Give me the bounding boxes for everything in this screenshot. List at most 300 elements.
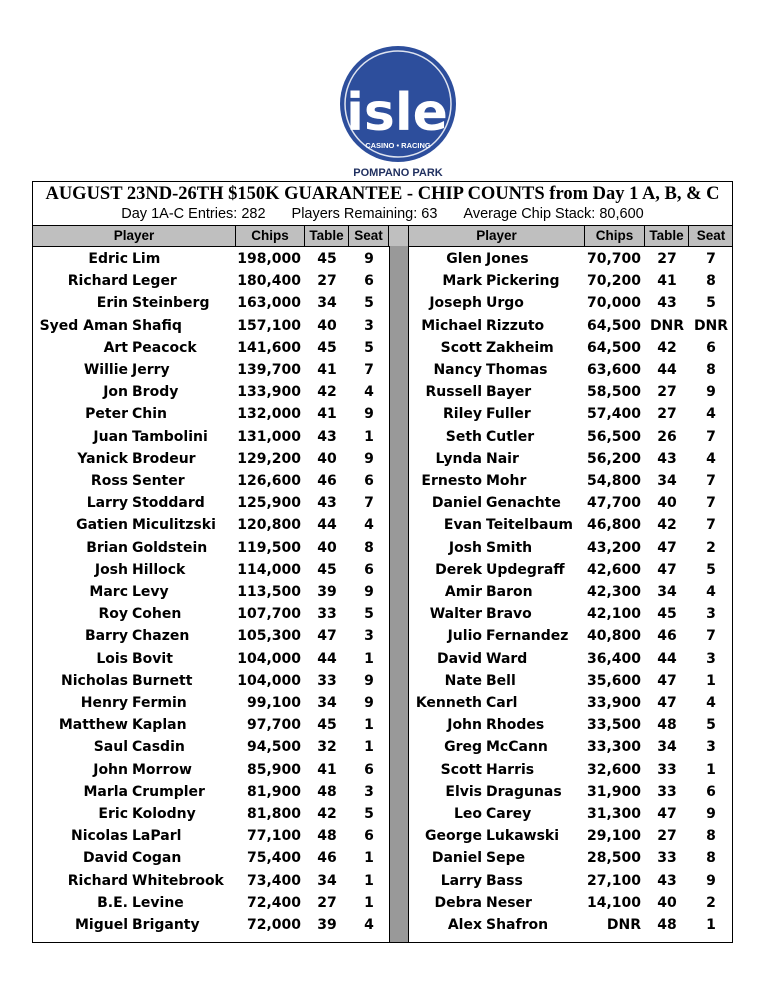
seat-number: 2 xyxy=(706,894,716,911)
seat-number: 3 xyxy=(364,628,374,645)
table-number: 27 xyxy=(317,273,337,290)
player-first-name: Matthew xyxy=(58,717,128,734)
chip-count: 64,500 xyxy=(586,339,641,356)
chip-count: 40,800 xyxy=(586,628,641,645)
table-number: 45 xyxy=(317,339,337,356)
entries-count: Day 1A-C Entries: 282 xyxy=(121,206,266,222)
chip-count: 180,400 xyxy=(237,273,301,290)
table-number: 48 xyxy=(657,917,677,933)
player-first-name: Lynda xyxy=(435,450,482,467)
table-number: 46 xyxy=(317,850,337,867)
player-last-name: Baron xyxy=(486,584,533,600)
table-number: 40 xyxy=(317,317,337,334)
seat-number: 4 xyxy=(706,450,716,467)
player-first-name: Miguel xyxy=(74,917,128,933)
player-first-name: Daniel xyxy=(431,850,482,867)
seat-number: 5 xyxy=(364,339,374,356)
seat-number: 6 xyxy=(364,273,374,290)
left-player-header: Player xyxy=(33,226,236,246)
player-last-name: Levine xyxy=(132,894,184,911)
player-first-name: Walter xyxy=(429,606,482,623)
table-number: 48 xyxy=(317,828,337,845)
seat-number: 9 xyxy=(364,584,374,600)
logo-location: POMPANO PARK xyxy=(353,167,443,179)
chip-count: 72,000 xyxy=(246,917,301,933)
seat-number: 9 xyxy=(706,384,716,401)
chip-count: 129,200 xyxy=(237,450,301,467)
chip-count: 56,200 xyxy=(586,450,641,467)
table-number: 47 xyxy=(657,672,677,689)
table-row xyxy=(33,759,732,781)
player-first-name: Evan xyxy=(443,517,482,534)
chip-count: 28,500 xyxy=(586,850,641,867)
right-chips-header: Chips xyxy=(585,226,645,246)
chip-count: 104,000 xyxy=(237,672,301,689)
chip-count: 198,000 xyxy=(237,251,301,267)
chip-count: 58,500 xyxy=(586,384,641,401)
player-first-name: Richard xyxy=(67,872,128,889)
player-last-name: Goldstein xyxy=(132,539,208,556)
table-number: 41 xyxy=(657,273,677,290)
table-row xyxy=(33,492,732,514)
seat-number: 1 xyxy=(364,850,374,867)
table-row xyxy=(33,892,732,914)
player-last-name: Kaplan xyxy=(132,717,187,734)
table-number: 47 xyxy=(317,628,337,645)
table-row xyxy=(33,847,732,869)
chip-count: 125,900 xyxy=(237,495,301,512)
seat-number: 9 xyxy=(364,695,374,711)
table-number: 46 xyxy=(317,473,337,489)
seat-number: 1 xyxy=(364,739,374,756)
player-first-name: Peter xyxy=(85,406,128,423)
seat-number: 9 xyxy=(364,406,374,423)
seat-number: 3 xyxy=(706,650,716,667)
player-first-name: Elvis xyxy=(445,783,482,800)
seat-number: 6 xyxy=(706,339,716,356)
table-number: 47 xyxy=(657,695,677,711)
table-row xyxy=(33,381,732,403)
player-first-name: Lois xyxy=(96,650,128,667)
seat-number: 1 xyxy=(706,672,716,689)
player-last-name: Leger xyxy=(132,273,177,290)
seat-number: 5 xyxy=(364,806,374,822)
chip-count: 139,700 xyxy=(237,362,301,378)
table-number: 41 xyxy=(317,761,337,778)
left-table-header: Table xyxy=(305,226,349,246)
player-last-name: Whitebrook xyxy=(132,872,224,889)
table-number: 39 xyxy=(317,584,337,600)
player-last-name: Bayer xyxy=(486,384,532,401)
seat-number: 1 xyxy=(364,717,374,734)
right-player-header: Player xyxy=(409,226,585,246)
table-row xyxy=(33,514,732,536)
table-number: 43 xyxy=(317,428,337,445)
chip-count: 133,900 xyxy=(237,384,301,401)
seat-number: 3 xyxy=(706,739,716,756)
seat-number: 1 xyxy=(364,650,374,667)
player-first-name: Debra xyxy=(434,894,482,911)
player-last-name: Morrow xyxy=(132,761,192,778)
table-row xyxy=(33,337,732,359)
player-last-name: Bass xyxy=(486,872,523,889)
player-last-name: Thomas xyxy=(486,362,548,378)
table-row xyxy=(33,559,732,581)
right-table-header: Table xyxy=(645,226,689,246)
seat-number: 7 xyxy=(706,517,716,534)
chip-count: 119,500 xyxy=(237,539,301,556)
player-last-name: Fuller xyxy=(486,406,531,423)
table-number: 43 xyxy=(657,295,677,312)
table-number: 34 xyxy=(657,473,677,489)
table-number: 27 xyxy=(657,384,677,401)
seat-number: 6 xyxy=(364,473,374,489)
tournament-stats xyxy=(33,204,732,224)
seat-number: 9 xyxy=(364,251,374,267)
player-last-name: Kolodny xyxy=(132,806,196,822)
table-number: 44 xyxy=(317,517,337,534)
average-chip-stack: Average Chip Stack: 80,600 xyxy=(463,206,644,222)
chip-count: 43,200 xyxy=(586,539,641,556)
table-row xyxy=(33,736,732,758)
chip-count: 73,400 xyxy=(246,872,301,889)
players-remaining: Players Remaining: 63 xyxy=(291,206,438,222)
table-number: 42 xyxy=(317,806,337,822)
table-number: 45 xyxy=(317,251,337,267)
player-last-name: Brody xyxy=(132,384,179,401)
chip-count: 72,400 xyxy=(246,894,301,911)
player-last-name: Chin xyxy=(132,406,168,423)
seat-number: 3 xyxy=(706,606,716,623)
table-number: 41 xyxy=(317,406,337,423)
table-row xyxy=(33,648,732,670)
player-last-name: Jones xyxy=(486,251,529,267)
chip-count: 141,600 xyxy=(237,339,301,356)
table-row xyxy=(33,781,732,803)
player-first-name: Ross xyxy=(90,473,128,489)
chip-count: 46,800 xyxy=(586,517,641,534)
table-number: 40 xyxy=(657,894,677,911)
player-last-name: Fernandez xyxy=(486,628,569,645)
table-number: 32 xyxy=(317,739,337,756)
chip-count: 42,300 xyxy=(586,584,641,600)
player-first-name: Syed Aman xyxy=(39,317,128,334)
chip-count: 54,800 xyxy=(586,473,641,489)
player-first-name: George xyxy=(424,828,482,845)
chip-count: 29,100 xyxy=(586,828,641,845)
player-first-name: Saul xyxy=(93,739,128,756)
chip-count: 75,400 xyxy=(246,850,301,867)
table-number: 33 xyxy=(657,761,677,778)
seat-number: 5 xyxy=(706,717,716,734)
seat-number: 6 xyxy=(364,828,374,845)
table-row xyxy=(33,315,732,337)
seat-number: 1 xyxy=(364,894,374,911)
chip-count: 81,800 xyxy=(246,806,301,822)
player-last-name: Smith xyxy=(486,539,533,556)
player-last-name: Dragunas xyxy=(486,783,562,800)
player-first-name: David xyxy=(82,850,128,867)
seat-number: 7 xyxy=(706,428,716,445)
player-first-name: Joseph xyxy=(429,295,482,312)
player-first-name: Alex xyxy=(447,917,482,933)
table-number: 33 xyxy=(317,606,337,623)
player-first-name: Glen xyxy=(446,251,482,267)
player-last-name: Stoddard xyxy=(132,495,205,512)
chip-count: 99,100 xyxy=(246,695,301,711)
player-first-name: Scott xyxy=(440,761,482,778)
chip-count: 97,700 xyxy=(246,717,301,734)
seat-number: 5 xyxy=(706,295,716,312)
table-row xyxy=(33,292,732,314)
chip-count: 42,100 xyxy=(586,606,641,623)
table-number: 27 xyxy=(657,251,677,267)
chip-count: 70,700 xyxy=(586,251,641,267)
player-last-name: Rizzuto xyxy=(486,317,545,334)
table-row xyxy=(33,403,732,425)
seat-number: 7 xyxy=(706,495,716,512)
player-first-name: Yanick xyxy=(77,450,128,467)
player-first-name: Gatien xyxy=(76,517,128,534)
table-row xyxy=(33,625,732,647)
seat-number: 8 xyxy=(364,539,374,556)
table-row xyxy=(33,692,732,714)
table-number: 39 xyxy=(317,917,337,933)
table-number: 43 xyxy=(657,872,677,889)
player-first-name: Marc xyxy=(89,584,128,600)
seat-number: 4 xyxy=(706,695,716,711)
seat-number: 4 xyxy=(706,584,716,600)
player-last-name: Urgo xyxy=(486,295,524,312)
player-first-name: Seth xyxy=(445,428,482,445)
chip-count: DNR xyxy=(606,917,641,933)
player-first-name: Roy xyxy=(98,606,128,623)
seat-number: 7 xyxy=(364,495,374,512)
player-last-name: Teitelbaum xyxy=(486,517,573,534)
seat-number: 1 xyxy=(364,872,374,889)
player-first-name: David xyxy=(436,650,482,667)
table-number: 26 xyxy=(657,428,677,445)
table-number: 45 xyxy=(657,606,677,623)
player-last-name: Casdin xyxy=(132,739,185,756)
table-number: 45 xyxy=(317,561,337,578)
seat-number: 5 xyxy=(364,606,374,623)
logo-brand-text: isle xyxy=(346,83,448,143)
chip-count: 31,900 xyxy=(586,783,641,800)
chip-count: 27,100 xyxy=(586,872,641,889)
chip-count: 63,600 xyxy=(586,362,641,378)
seat-number: 4 xyxy=(364,517,374,534)
chip-count: 35,600 xyxy=(586,672,641,689)
player-last-name: Nair xyxy=(486,450,519,467)
seat-number: 9 xyxy=(706,806,716,822)
player-last-name: Pickering xyxy=(486,273,560,290)
seat-number: 9 xyxy=(364,672,374,689)
player-last-name: Cogan xyxy=(132,850,182,867)
player-first-name: Richard xyxy=(67,273,128,290)
table-row xyxy=(33,825,732,847)
chip-count: 157,100 xyxy=(237,317,301,334)
chip-count: 56,500 xyxy=(586,428,641,445)
chip-count: 77,100 xyxy=(246,828,301,845)
player-first-name: Larry xyxy=(440,872,482,889)
seat-number: 8 xyxy=(706,828,716,845)
seat-number: 7 xyxy=(364,362,374,378)
table-number: DNR xyxy=(649,317,685,334)
chip-count: 70,200 xyxy=(586,273,641,290)
chip-count: 33,500 xyxy=(586,717,641,734)
player-last-name: Lim xyxy=(132,251,161,267)
table-number: 48 xyxy=(317,783,337,800)
player-last-name: Genachte xyxy=(486,495,561,512)
player-last-name: McCann xyxy=(486,739,548,756)
seat-number: 8 xyxy=(706,362,716,378)
table-number: 42 xyxy=(317,384,337,401)
table-row xyxy=(33,803,732,825)
seat-number: 2 xyxy=(706,539,716,556)
player-first-name: Kenneth xyxy=(415,695,482,711)
seat-number: 6 xyxy=(706,783,716,800)
player-last-name: Harris xyxy=(486,761,535,778)
player-first-name: Josh xyxy=(448,539,482,556)
table-row xyxy=(33,581,732,603)
seat-number: 5 xyxy=(364,295,374,312)
table-row xyxy=(33,870,732,892)
player-last-name: Mohr xyxy=(486,473,527,489)
table-row xyxy=(33,714,732,736)
player-last-name: Steinberg xyxy=(132,295,210,312)
isle-casino-logo xyxy=(333,44,463,180)
table-number: 45 xyxy=(317,717,337,734)
player-first-name: Greg xyxy=(444,739,482,756)
chip-count: 33,300 xyxy=(586,739,641,756)
seat-number: 4 xyxy=(706,406,716,423)
player-first-name: Erin xyxy=(96,295,128,312)
chip-count: 31,300 xyxy=(586,806,641,822)
table-row xyxy=(33,359,732,381)
player-first-name: Michael xyxy=(421,317,482,334)
chip-count: 113,500 xyxy=(237,584,301,600)
table-number: 48 xyxy=(657,717,677,734)
player-last-name: Bovit xyxy=(132,650,173,667)
player-first-name: Amir xyxy=(444,584,482,600)
player-first-name: John xyxy=(93,761,128,778)
player-first-name: Derek xyxy=(435,561,482,578)
table-number: 34 xyxy=(657,739,677,756)
table-number: 42 xyxy=(657,517,677,534)
player-first-name: Juan xyxy=(93,428,128,445)
chip-count: 85,900 xyxy=(246,761,301,778)
player-first-name: Mark xyxy=(442,273,482,290)
chip-count: 126,600 xyxy=(237,473,301,489)
player-last-name: Carey xyxy=(486,806,532,822)
table-number: 42 xyxy=(657,339,677,356)
chip-count: 114,000 xyxy=(237,561,301,578)
table-row xyxy=(33,448,732,470)
player-last-name: Fermin xyxy=(132,695,187,711)
chip-count: 120,800 xyxy=(237,517,301,534)
player-first-name: Edric xyxy=(88,251,128,267)
seat-number: 9 xyxy=(364,450,374,467)
seat-number: DNR xyxy=(693,317,729,334)
seat-number: 9 xyxy=(706,872,716,889)
player-last-name: Brodeur xyxy=(132,450,196,467)
player-last-name: Neser xyxy=(486,894,532,911)
chip-count: 36,400 xyxy=(586,650,641,667)
seat-number: 1 xyxy=(706,917,716,933)
table-number: 40 xyxy=(657,495,677,512)
player-last-name: Senter xyxy=(132,473,185,489)
table-row xyxy=(33,914,732,936)
seat-number: 8 xyxy=(706,273,716,290)
table-number: 34 xyxy=(317,295,337,312)
seat-number: 7 xyxy=(706,251,716,267)
seat-number: 3 xyxy=(364,317,374,334)
chip-count: 57,400 xyxy=(586,406,641,423)
seat-number: 1 xyxy=(706,761,716,778)
table-row xyxy=(33,670,732,692)
table-number: 33 xyxy=(657,850,677,867)
player-first-name: Nate xyxy=(444,672,482,689)
logo-tagline: CASINO • RACING xyxy=(365,141,431,150)
player-first-name: Henry xyxy=(80,695,128,711)
chip-count: 132,000 xyxy=(237,406,301,423)
player-first-name: Nicholas xyxy=(61,672,128,689)
player-last-name: Ward xyxy=(486,650,528,667)
chip-count: 107,700 xyxy=(237,606,301,623)
player-first-name: Russell xyxy=(425,384,482,401)
table-number: 34 xyxy=(657,584,677,600)
player-first-name: John xyxy=(447,717,482,734)
table-number: 41 xyxy=(317,362,337,378)
player-last-name: Levy xyxy=(132,584,169,600)
column-header-row xyxy=(33,225,732,247)
player-first-name: Nicolas xyxy=(70,828,128,845)
player-last-name: Briganty xyxy=(132,917,200,933)
table-number: 27 xyxy=(317,894,337,911)
divider-header xyxy=(389,226,409,246)
chip-count: 32,600 xyxy=(586,761,641,778)
player-last-name: Chazen xyxy=(132,628,190,645)
table-number: 46 xyxy=(657,628,677,645)
player-first-name: Ernesto xyxy=(421,473,482,489)
player-first-name: Leo xyxy=(453,806,482,822)
player-first-name: Nancy xyxy=(433,362,482,378)
table-row xyxy=(33,270,732,292)
chip-count: 131,000 xyxy=(237,428,301,445)
chip-count: 105,300 xyxy=(237,628,301,645)
seat-number: 1 xyxy=(364,428,374,445)
table-row xyxy=(33,470,732,492)
table-row xyxy=(33,537,732,559)
player-last-name: Burnett xyxy=(132,672,193,689)
chip-count: 47,700 xyxy=(586,495,641,512)
player-last-name: Carl xyxy=(486,695,518,711)
seat-number: 6 xyxy=(364,561,374,578)
table-number: 27 xyxy=(657,828,677,845)
table-number: 47 xyxy=(657,806,677,822)
table-number: 44 xyxy=(317,650,337,667)
table-number: 34 xyxy=(317,872,337,889)
tournament-title: AUGUST 23ND-26TH $150K GUARANTEE - CHIP COUNTS from Day 1 A, B, & C xyxy=(45,184,720,204)
chip-count: 42,600 xyxy=(586,561,641,578)
player-first-name: Brian xyxy=(86,539,128,556)
player-last-name: Jerry xyxy=(132,362,170,378)
table-number: 44 xyxy=(657,362,677,378)
seat-number: 7 xyxy=(706,473,716,489)
table-number: 47 xyxy=(657,539,677,556)
right-seat-header: Seat xyxy=(696,228,726,243)
